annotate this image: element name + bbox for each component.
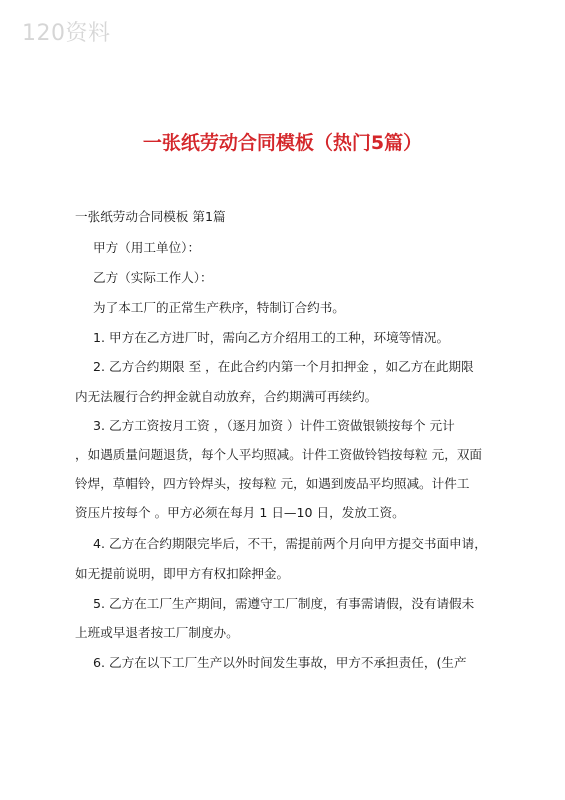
clause-6-line-1: 6. 乙方在以下工厂生产以外时间发生事故，甲方不承担责任，(生产: [93, 655, 467, 670]
clause-5-line-2: 上班或早退者按工厂制度办。: [75, 625, 239, 640]
document-subtitle: 一张纸劳动合同模板 第1篇: [75, 209, 226, 224]
clause-3-line-3: 铃焊，草帽铃，四方铃焊头，按每粒 元，如遇到废品平均照减。计件工: [75, 476, 470, 491]
clause-4-line-1: 4. 乙方在合约期限完毕后，不干，需提前两个月向甲方提交书面申请，: [93, 536, 487, 551]
party-a-line: 甲方（用工单位）：: [93, 240, 201, 255]
clause-3-line-1: 3. 乙方工资按月工资 ，（逐月加资 ）计件工资做银锁按每个 元计: [93, 418, 455, 433]
clause-2-line-1: 2. 乙方合约期限 至 ，在此合约内第一个月扣押金 ，如乙方在此期限: [93, 359, 474, 374]
clause-4-line-2: 如无提前说明，即甲方有权扣除押金。: [75, 566, 290, 581]
preamble-line: 为了本工厂的正常生产秩序，特制订合约书。: [93, 300, 345, 315]
clause-3-line-2: ，如遇质量问题退货，每个人平均照减。计件工资做铃铛按每粒 元，双面: [75, 447, 483, 462]
clause-2-line-2: 内无法履行合约押金就自动放弃，合约期满可再续约。: [75, 389, 378, 404]
clause-3-line-4: 资压片按每个 。甲方必须在每月 1 日—10 日，发放工资。: [75, 505, 405, 520]
watermark: 120资料: [22, 21, 111, 46]
clause-1-line: 1. 甲方在乙方进厂时，需向乙方介绍用工的工种，环境等情况。: [93, 330, 450, 345]
party-b-line: 乙方（实际工作人）：: [93, 270, 213, 285]
document-title: 一张纸劳动合同模板（热门5篇）: [142, 132, 423, 154]
clause-5-line-1: 5. 乙方在工厂生产期间，需遵守工厂制度，有事需请假，没有请假未: [93, 596, 475, 611]
